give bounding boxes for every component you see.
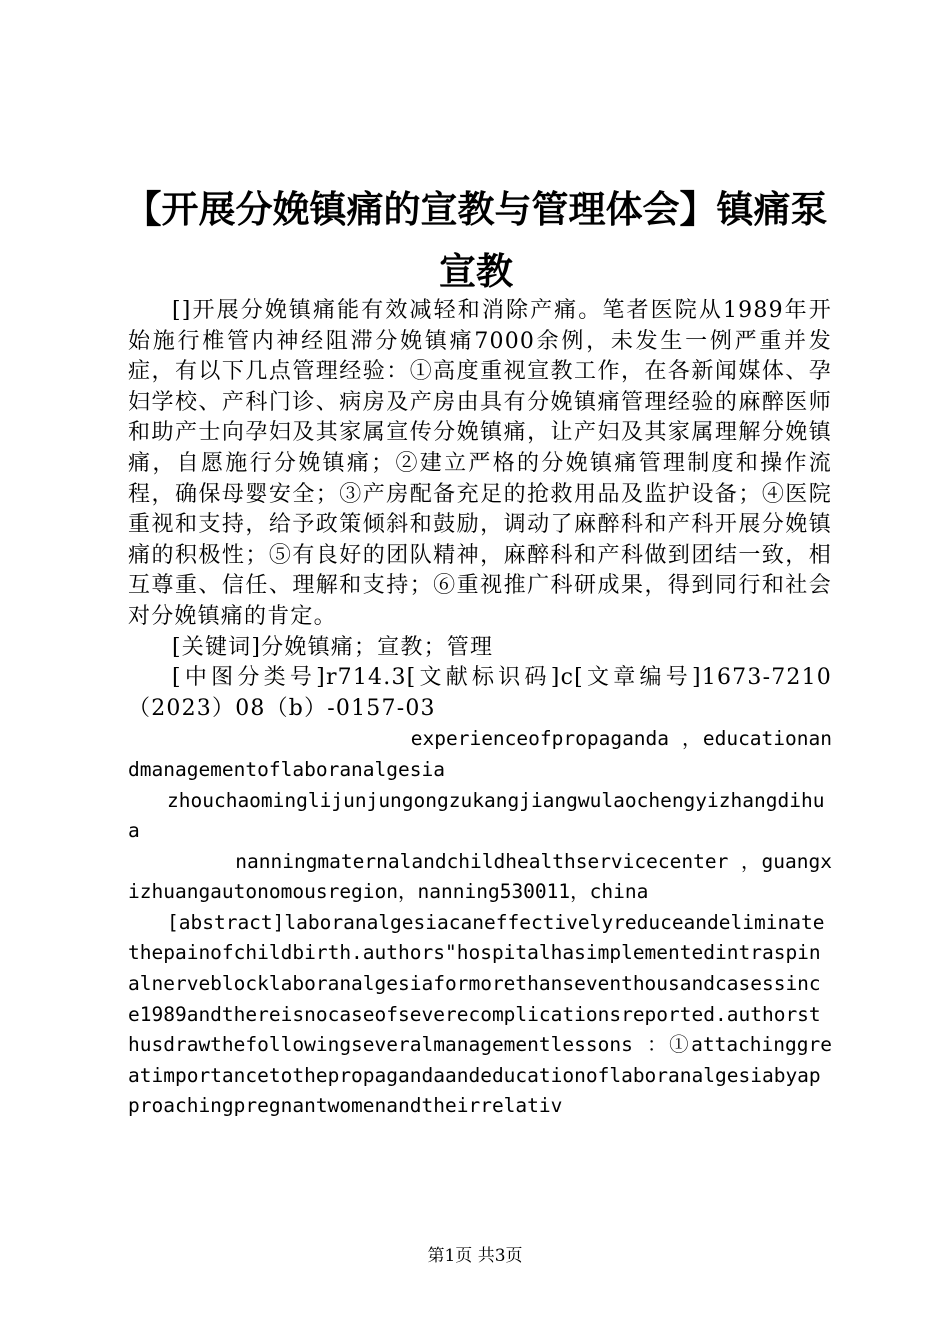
abstract-paragraph: []开展分娩镇痛能有效减轻和消除产痛。笔者医院从1989年开始施行椎管内神经阻滞分娩镇痛7000余例，未发生一例严重并发症，有以下几点管理经验：①高度重视宣教工作，在各新闻媒体、孕妇学校、产科门诊、病房及产房由具有分娩镇痛管理经验的麻醉医师和助产士向孕妇及其家属宣传分娩镇痛，让产妇及其家属理解分娩镇痛，自愿施行分娩镇痛；②建立严格的分娩镇痛管理制度和操作流程，确保母婴安全；③产房配备充足的抢救用品及监护设备；④医院重视和支持，给予政策倾斜和鼓励，调动了麻醉科和产科开展分娩镇痛的积极性；⑤有良好的团队精神，麻醉科和产科做到团结一致，相互尊重、信任、理解和支持；⑥重视推广科研成果，得到同行和社会对分娩镇痛的肯定。: [128, 298, 832, 629]
document-body: [128, 296, 832, 1122]
page-footer: 第1页 共3页: [427, 1246, 523, 1266]
english-authors: zhouchaominglijunjungongzukangjiangwulaochengyizhangdihua: [128, 788, 825, 843]
classification-line: [中图分类号]r714.3[文献标识码]c[文章编号]1673-7210（2023）08（b）-0157-03: [128, 665, 832, 721]
keywords-line: [关键词]分娩镇痛；宣教；管理: [172, 634, 494, 660]
english-abstract: [abstract]laboranalgesiacaneffectivelyreduceandeliminatethepainofchildbirth.authors"hospitalhasimplementedintraspinalnerveblocklaboranalgesiaformorethanseventhousandcasessince1989andthereisnocaseofseverecomplicationsreported.authorsthusdrawthefollowingseveralmanagementlessons ：①attachinggreatimportancetothepropagandaandeducationoflaboranalgesiabyapproachingpregnantwomenandtheirrelativ: [128, 910, 832, 1118]
document-title: 【开展分娩镇痛的宣教与管理体会】镇痛泵宣教: [124, 187, 828, 293]
english-affiliation: nanningmaternalandchildhealthservicecenter ，guangxizhuangautonomousregion，nanning530011，china: [128, 849, 832, 904]
english-title: experienceofpropaganda ，educationandmanagementoflaboranalgesia: [128, 727, 832, 781]
